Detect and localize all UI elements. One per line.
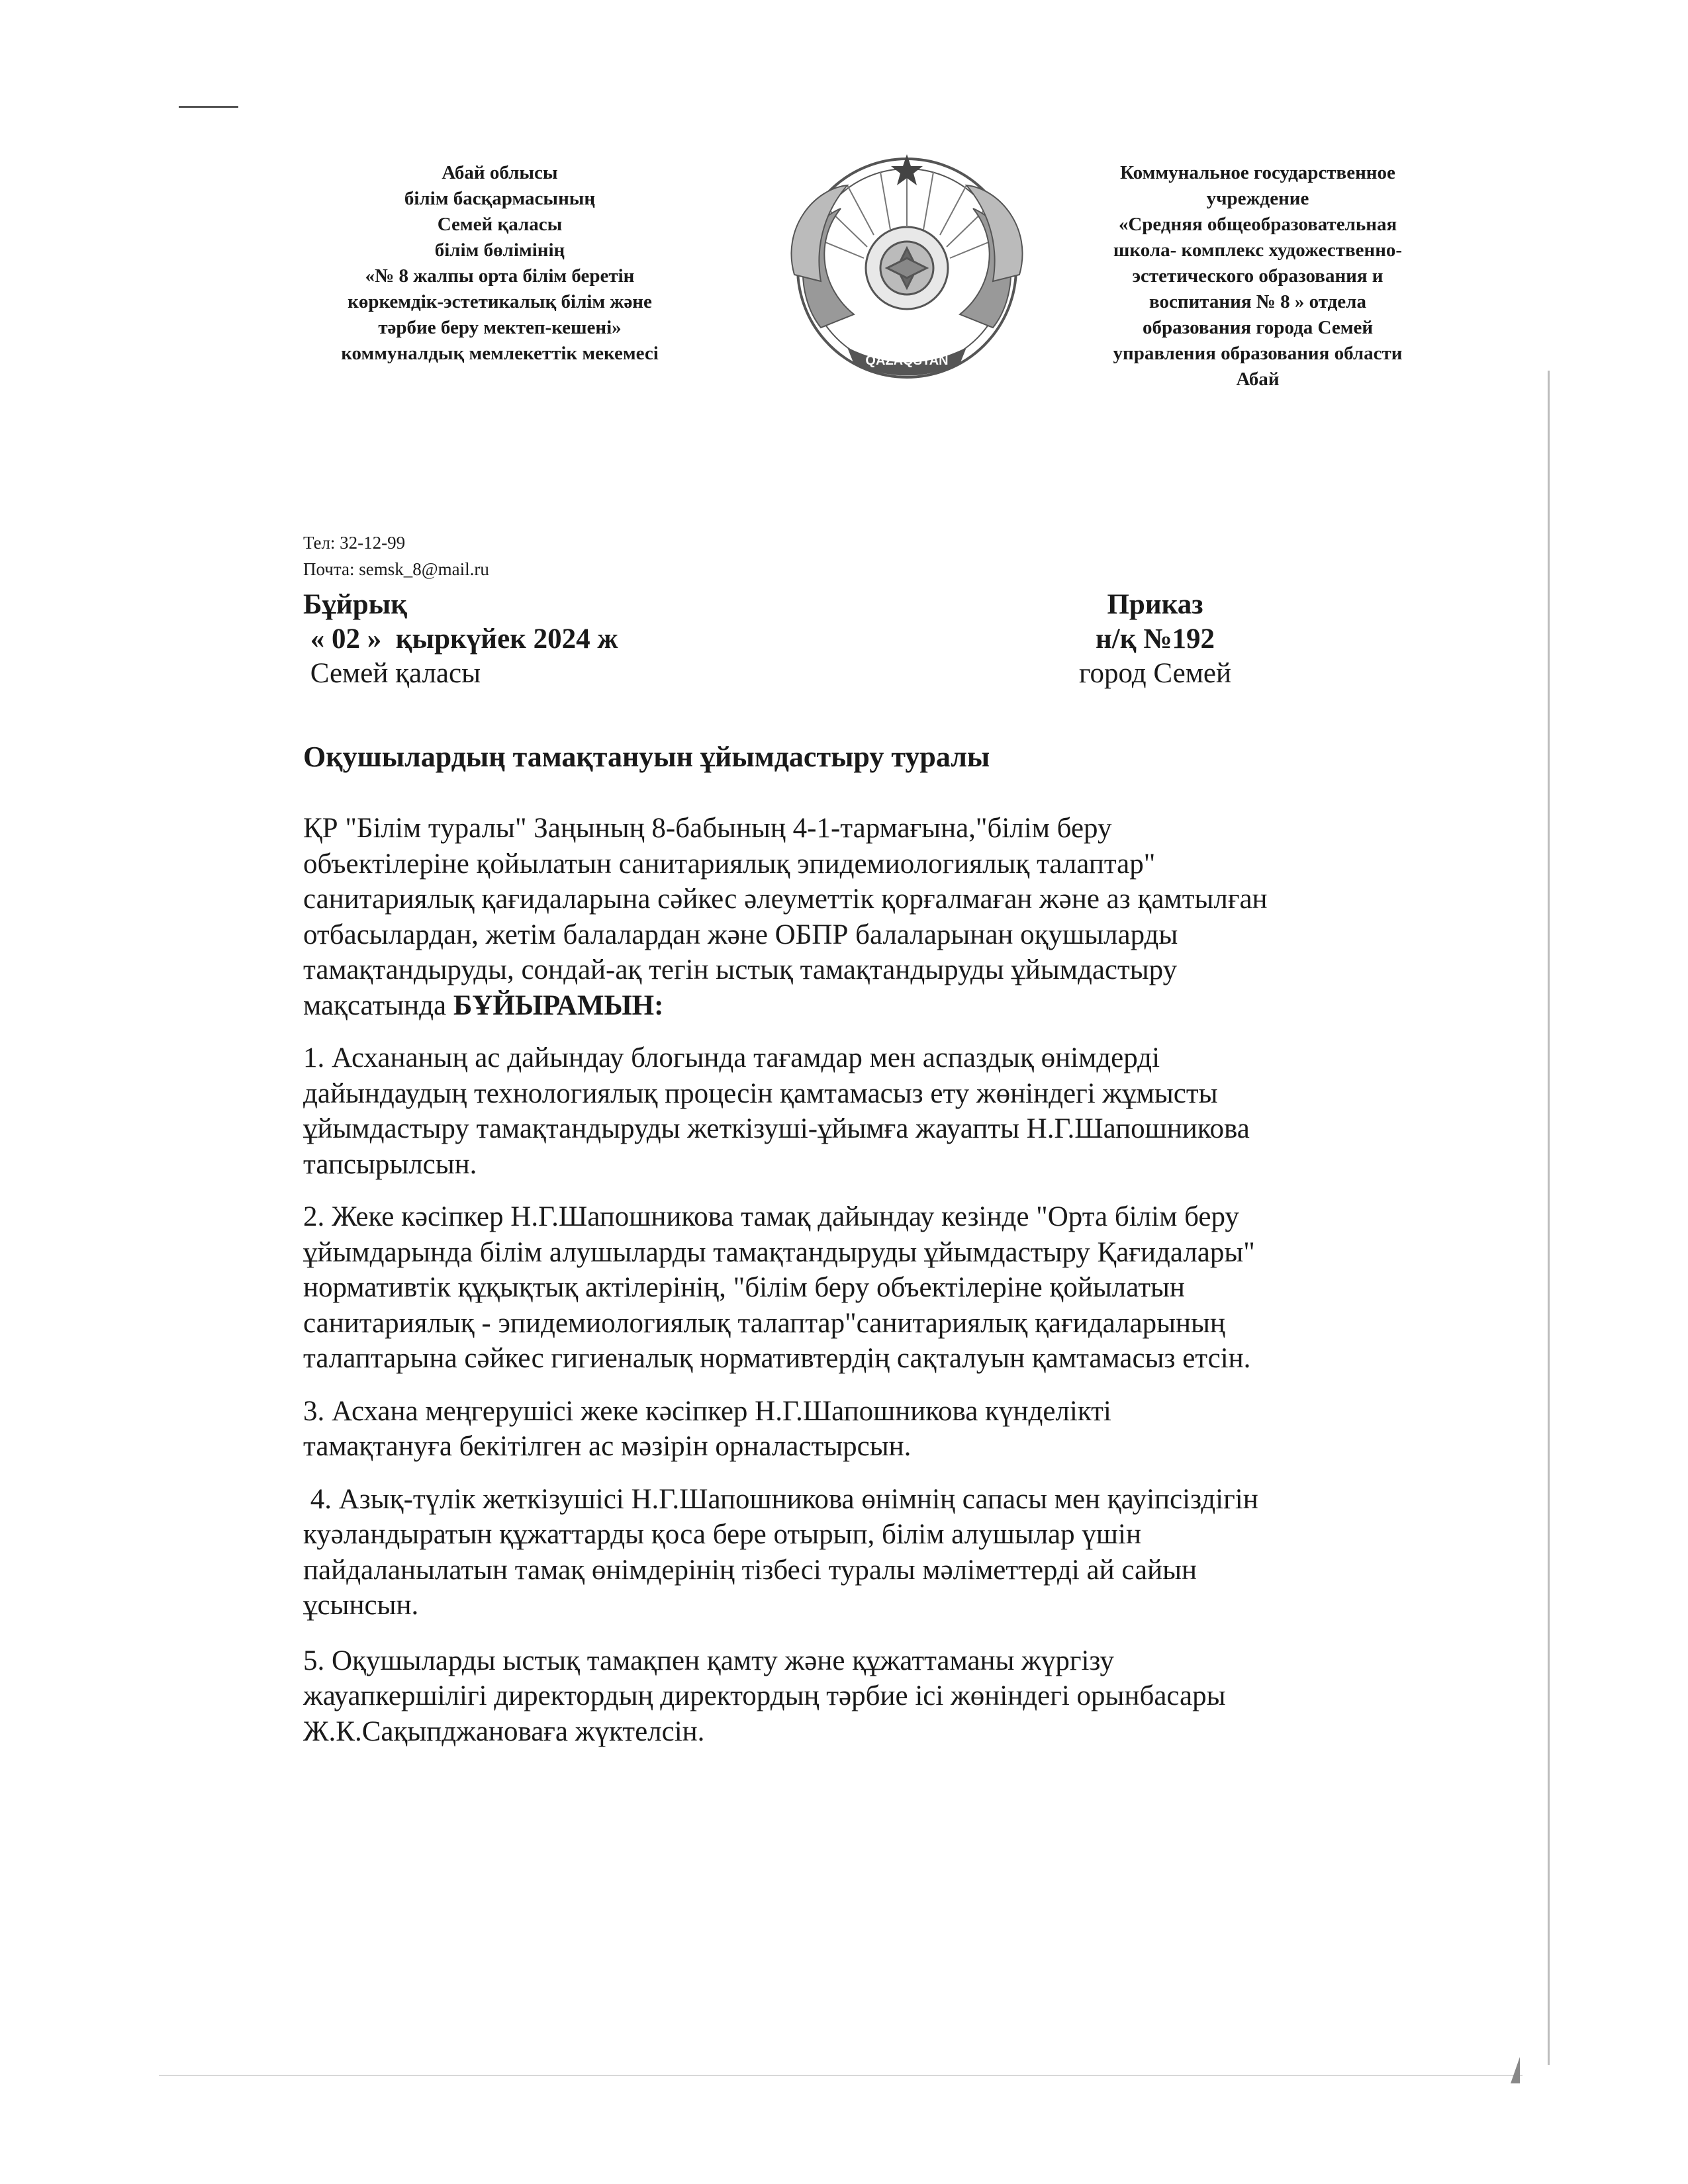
text-line: куәландыратын құжаттарды қоса бере отырып, білім алушылар үшін [303,1519,1141,1550]
text-line: объектілеріне қойылатын санитариялық эпидемиологиялық талаптар" [303,848,1156,880]
text-line: талаптарына сәйкес гигиеналық нормативтердің сақталуын қамтамасыз етсін. [303,1343,1251,1374]
header-line: школа- комплекс художественно- [1113,240,1403,261]
order-title-kz: Бұйрық [303,589,407,620]
text-line: ұсынсын. [303,1590,419,1621]
order-word: БҰЙЫРАМЫН: [453,989,664,1021]
header-line: коммуналдық мемлекеттік мекемесі [341,343,659,364]
header-line: образования города Семей [1142,317,1374,338]
text-line: жауапкершілігі директордың директордың тәрбие ісі жөніндегі орынбасары [303,1680,1226,1711]
header-line: білім бөлімінің [434,240,565,261]
preamble-prefix: мақсатында [303,989,453,1021]
text-line: 4. Азық-түлік жеткізушісі Н.Г.Шапошникова өнімнің сапасы мен қауіпсіздігін [303,1483,1258,1515]
kazakhstan-emblem-icon [768,149,1046,384]
order-item-5 [303,1643,1442,1750]
text-line: Ж.К.Сақыпджановаға жүктелсін. [303,1715,705,1747]
header-line: Абай облысы [442,162,558,183]
order-item-3 [303,1394,1442,1465]
text-line [303,988,1442,1024]
header-line: Абай [1236,369,1280,390]
text-line: 5. Оқушыларды ыстық тамақпен қамту және құжаттаманы жүргізу [303,1645,1114,1676]
text-line: санитариялық қағидаларына сәйкес әлеуметтік қорғалмаған және аз қамтылған [303,884,1268,915]
header-russian [1059,160,1456,392]
text-line: санитариялық - эпидемиологиялық талаптар"санитариялық қағидаларының [303,1307,1225,1339]
scan-mark [179,106,238,108]
order-city-ru: город Семей [1078,658,1232,689]
header-line: білім басқармасының [404,188,596,209]
header-line: көркемдік-эстетикалық білім және [348,291,652,312]
order-city-kz: Семей қаласы [303,658,481,689]
header-line: эстетического образования и [1132,265,1383,287]
text-line: пайдаланылатын тамақ өнімдерінің тізбесі туралы мәліметтерді ай сайын [303,1554,1197,1586]
text-line: ұйымдарында білім алушыларды тамақтандыруды ұйымдастыру Қағидалары" [303,1236,1255,1268]
text-line: дайындаудың технологиялық процесін қамтамасыз ету жөніндегі жұмысты [303,1077,1218,1109]
document-body [303,811,1442,1766]
emblem-text: QAZAQSTAN [865,353,949,368]
order-title-ru: Приказ [1107,589,1203,620]
text-line: ұйымдастыру тамақтандыруды жеткізуші-ұйымға жауапты Н.Г.Шапошникова [303,1113,1250,1144]
header-line: «№ 8 жалпы орта білім беретін [365,265,635,287]
text-line: 1. Асхананың ас дайындау блогында тағамдар мен аспаздық өнімдерді [303,1042,1160,1073]
order-russian [1066,588,1244,691]
order-number: н/қ №192 [1096,623,1215,655]
scan-edge [159,2075,1523,2076]
contacts-block [303,529,489,582]
order-item-2 [303,1199,1442,1377]
header-line: «Средняя общеобразовательная [1118,214,1397,235]
email-text: Почта: semsk_8@mail.ru [303,559,489,579]
order-item-4 [303,1482,1442,1623]
text-line: тапсырылсын. [303,1148,477,1180]
header-kazakh [291,160,708,367]
order-kazakh [303,588,618,691]
scan-edge [1548,371,1550,2065]
order-item-1 [303,1040,1442,1182]
text-line: 2. Жеке кәсіпкер Н.Г.Шапошникова тамақ дайындау кезінде "Орта білім беру [303,1201,1239,1232]
header-line: Семей қаласы [437,214,563,235]
header-line: воспитания № 8 » отдела [1149,291,1366,312]
text-line: отбасылардан, жетім балалардан және ОБПР балаларынан оқушыларды [303,919,1178,950]
header-line: управления образования области [1113,343,1403,364]
header-line: тәрбие беру мектеп-кешені» [378,317,622,338]
order-date: « 02 » қыркүйек 2024 ж [303,623,618,655]
header-line: Коммунальное государственное [1120,162,1395,183]
header-line: учреждение [1206,188,1309,209]
phone-text: Тел: 32-12-99 [303,533,406,553]
text-line: нормативтік құқықтық актілерінің, "білім беру объектілеріне қойылатын [303,1272,1185,1303]
text-line: тамақтандыруды, сондай-ақ тегін ыстық тамақтандыруды ұйымдастыру [303,954,1178,985]
document-title: Оқушылардың тамақтануын ұйымдастыру туралы [303,741,990,773]
scan-corner-mark [1511,2057,1520,2083]
text-line: тамақтануға бекітілген ас мәзірін орналастырсын. [303,1431,912,1462]
text-line: ҚР "Білім туралы" Заңының 8-бабының 4-1-тармағына,"білім беру [303,813,1112,844]
text-line: 3. Асхана меңгерушісі жеке кәсіпкер Н.Г.Шапошникова күнделікті [303,1395,1111,1427]
preamble-paragraph [303,811,1442,1023]
